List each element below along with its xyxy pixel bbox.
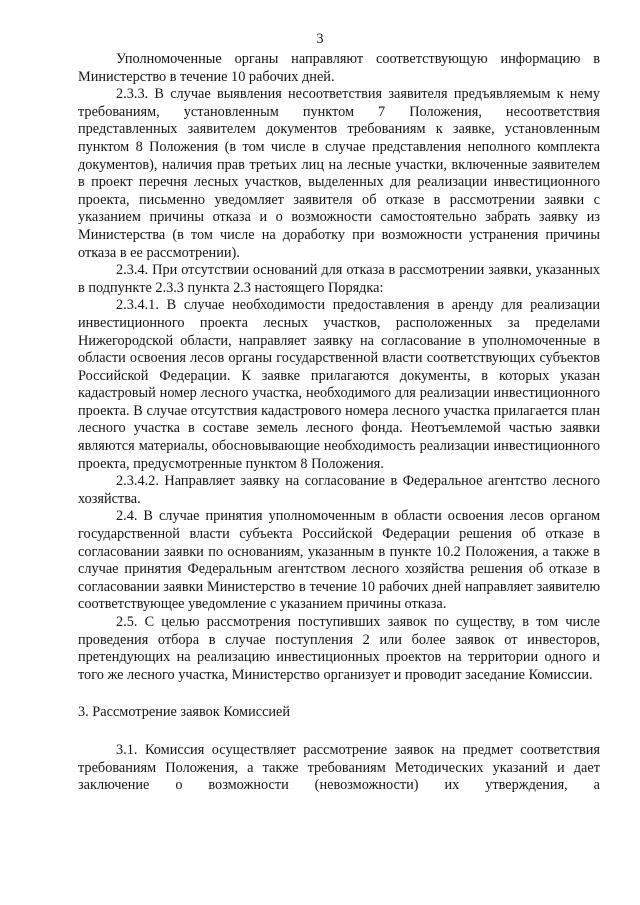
paragraph-3-1: 3.1. Комиссия осуществляет рассмотрение заявок на предмет соответствия требованиям Положения, а также требованиям Методических указаний и дает заключение о возможности (невозможности) их утверждения, а [78,741,600,794]
paragraph-2-4: 2.4. В случае принятия уполномоченным в области освоения лесов органом государственной власти субъекта Российской Федерации решения об отказе в согласовании заявки по основаниям, указанным в пункте 10.2 Положения, а также в случае принятия Федеральным агентством лесного хозяйства решения об отказе в согласовании заявки Министерство в течение 10 рабочих дней направляет заявителю соответствующее уведомление с указанием причины отказа. [78,508,600,613]
paragraph-2-3-3: 2.3.3. В случае выявления несоответствия заявителя предъявляемым к нему требованиям, установленным пунктом 7 Положения, несоответствия представленных заявителем документов требованиям к заявке, установленным пунктом 8 Положения (в том числе в случае представления неполного комплекта документов), наличия прав третьих лиц на лесные участки, включенные заявителем в проект перечня лесных участков, выделенных для реализации инвестиционного проекта, письменно уведомляет заявителя об отказе в рассмотрении заявки с указанием причины отказа и о возможности самостоятельно забрать заявку из Министерства (в том числе на доработку при возможности устранения причины отказа в ее рассмотрении). [78,86,600,261]
document-body [78,51,600,795]
section-heading: 3. Рассмотрение заявок Комиссией [78,704,291,721]
paragraph-2-5: 2.5. С целью рассмотрения поступивших заявок по существу, в том числе проведения отбора в случае поступления 2 или более заявок от инвесторов, претендующих на реализацию инвестиционных проектов на территории одного и того же лесного участка, Министерство организует и проводит заседание Комиссии. [78,614,600,683]
paragraph-2-3-4-2: 2.3.4.2. Направляет заявку на согласование в Федеральное агентство лесного хозяйства. [78,473,600,507]
paragraph-notice-deadline: Уполномоченные органы направляют соответствующую информацию в Министерство в течение 10 рабочих дней. [78,51,600,85]
paragraph-2-3-4: 2.3.4. При отсутствии оснований для отказа в рассмотрении заявки, указанных в подпункте 2.3.3 пункта 2.3 настоящего Порядка: [78,262,600,296]
paragraph-2-3-4-1: 2.3.4.1. В случае необходимости предоставления в аренду для реализации инвестиционного проекта лесных участков, расположенных за пределами Нижегородской области, направляет заявку на согласование в уполномоченные в области освоения лесов органы государственной власти соответствующих субъектов Российской Федерации. К заявке прилагаются документы, в которых указан кадастровый номер лесного участка, необходимого для реализации инвестиционного проекта. В случае отсутствия кадастрового номера лесного участка прилагается план лесного участка в составе земель лесного фонда. Неотъемлемой частью заявки являются материалы, обосновывающие необходимость реализации инвестиционного проекта, предусмотренные пунктом 8 Положения. [78,297,600,472]
page-number: 3 [316,31,324,47]
